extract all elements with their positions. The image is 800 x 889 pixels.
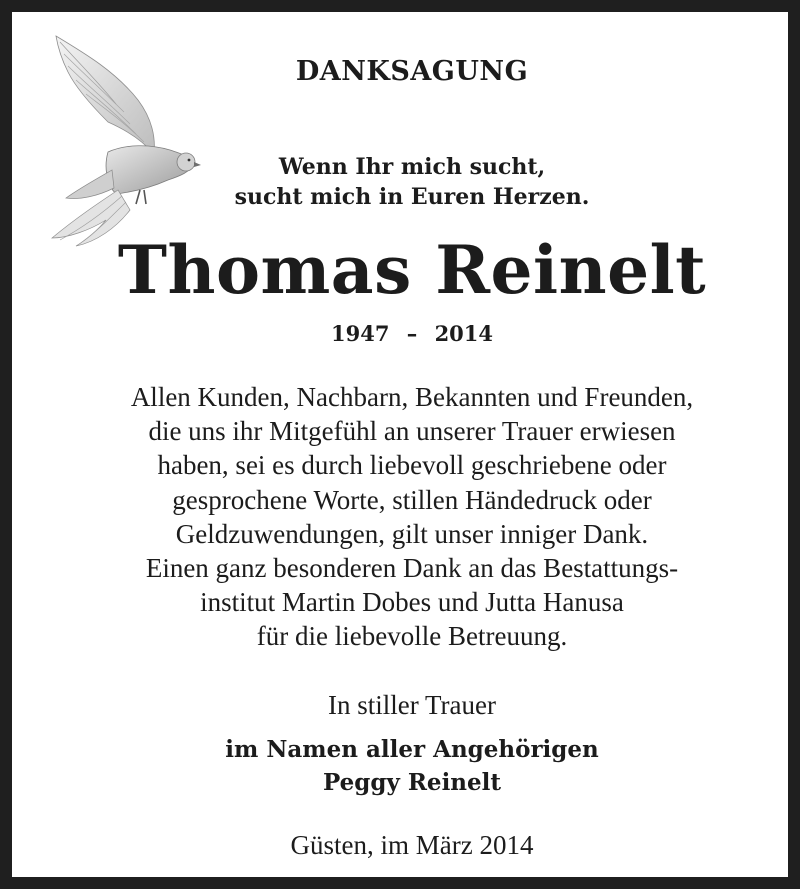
body-line: die uns ihr Mitgefühl an unserer Trauer erwiesen xyxy=(148,416,676,447)
closing-text: In stiller Trauer xyxy=(328,690,496,720)
body-line: Allen Kunden, Nachbarn, Bekannten und Freunden, xyxy=(130,382,694,412)
life-years xyxy=(24,321,800,346)
body-line: gesprochene Worte, stillen Händedruck oder xyxy=(172,484,652,515)
thanks-paragraph xyxy=(24,380,800,654)
deceased-name: Thomas Reinelt xyxy=(117,231,707,309)
birth-year: 1947 xyxy=(330,321,390,346)
motto-line: Wenn Ihr mich sucht, xyxy=(278,154,546,180)
notice-heading: DANKSAGUNG xyxy=(295,56,529,87)
signature-line: im Namen aller Angehörigen xyxy=(225,736,599,763)
body-line: haben, sei es durch liebevoll geschriebene oder xyxy=(157,450,667,481)
body-line: Einen ganz besonderen Dank an das Bestattungs- xyxy=(145,553,679,584)
body-line: für die liebevolle Betreuung. xyxy=(256,621,568,652)
motto-line: sucht mich in Euren Herzen. xyxy=(234,184,590,210)
body-line: Geldzuwendungen, gilt unser inniger Dank. xyxy=(175,518,649,549)
year-separator: – xyxy=(406,321,418,346)
signature-block xyxy=(24,733,800,799)
signature-name: Peggy Reinelt xyxy=(322,769,502,796)
body-line: institut Martin Dobes und Jutta Hanusa xyxy=(200,587,624,618)
death-year: 2014 xyxy=(434,321,494,346)
place-date: Güsten, im März 2014 xyxy=(290,830,534,860)
motto-quote xyxy=(24,152,800,212)
